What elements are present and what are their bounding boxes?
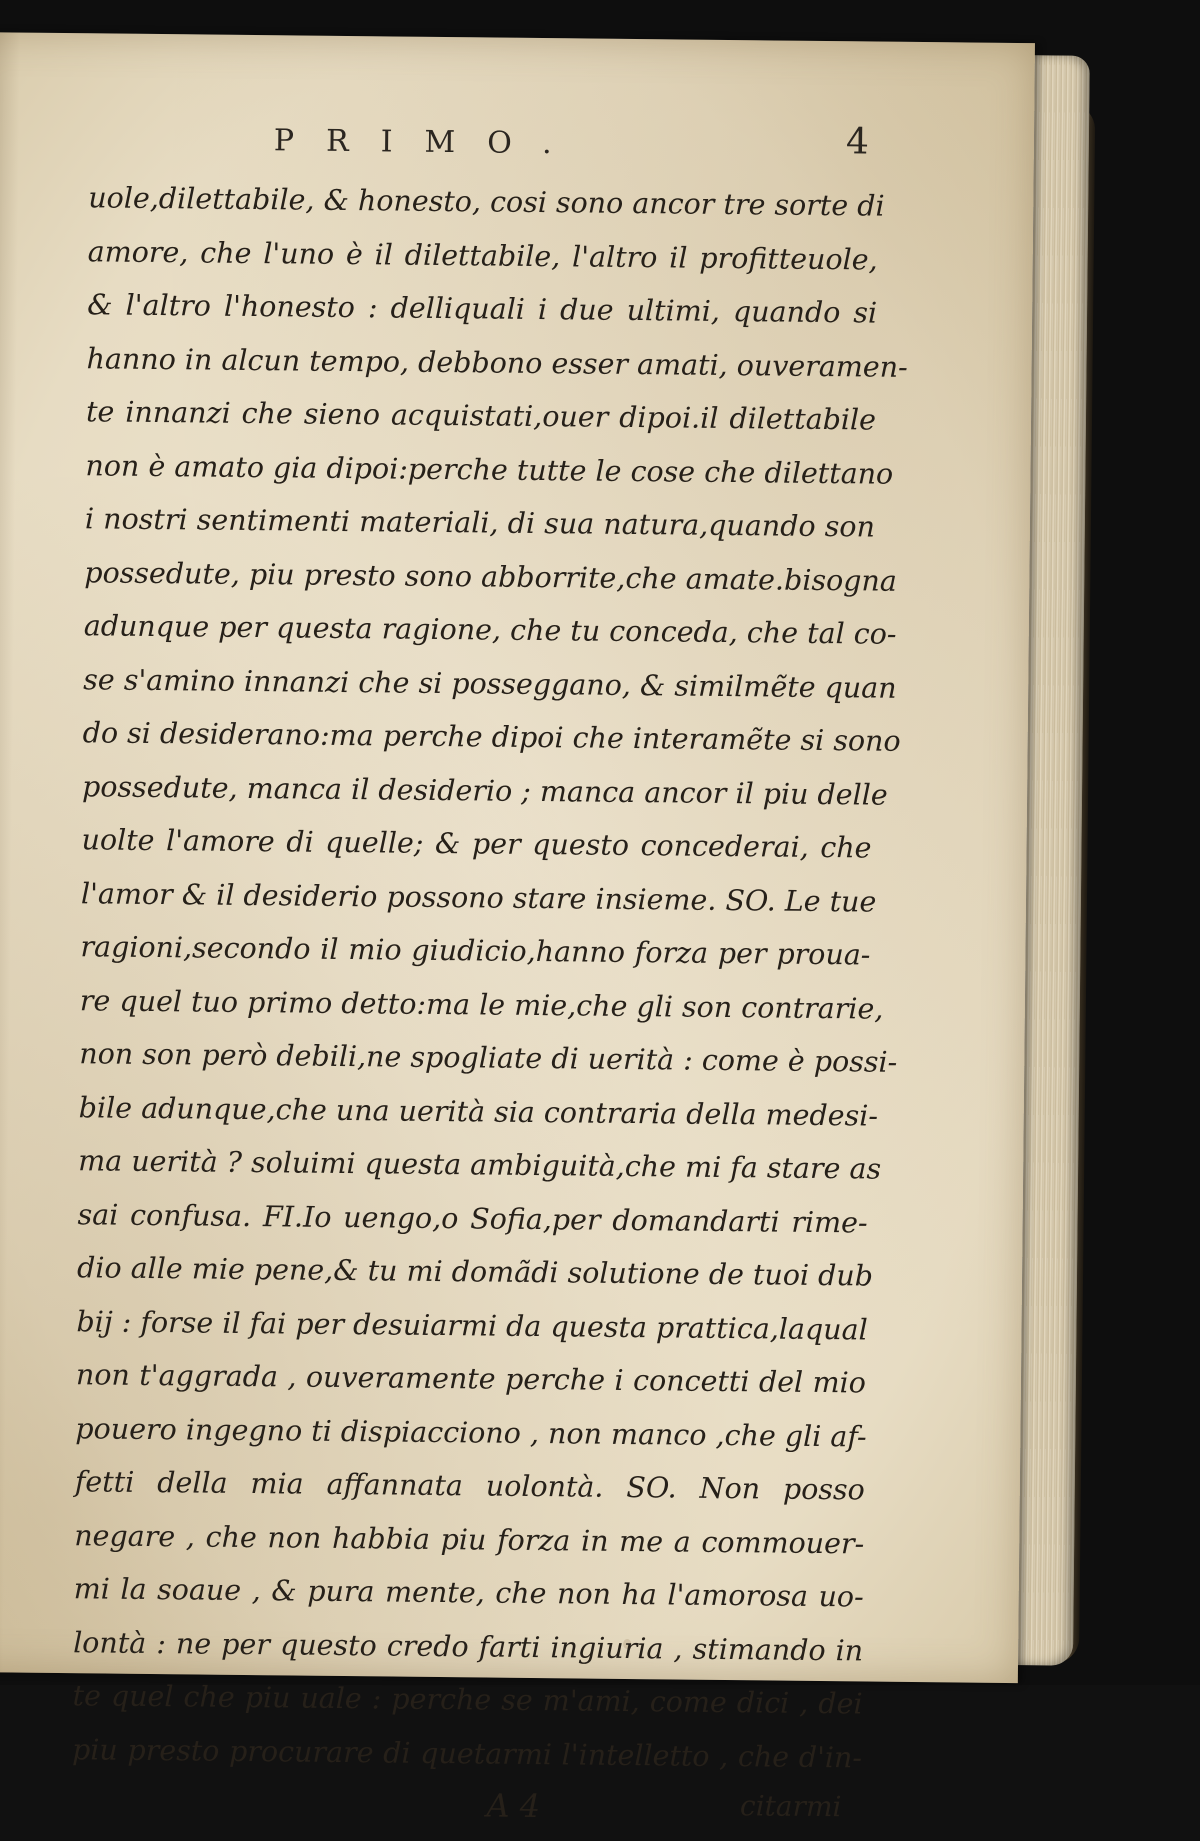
text-line: negare , che non habbia piu forza in me a commouer- [74, 1518, 865, 1560]
page-footer [71, 1776, 862, 1838]
body-text [71, 171, 908, 1784]
text-line: i nostri sentimenti materiali, di sua natura,quando son [84, 502, 876, 544]
text-line: ragioni,secondo il mio giudicio,hanno forza per proua- [80, 930, 871, 972]
text-line: possedute, piu presto sono abborrite,che amate.bisogna [84, 555, 897, 598]
text-line: l'amor & il desiderio possono stare insieme. SO. Le tue [80, 876, 877, 919]
text-line: non t'aggrada , ouveramente perche i concetti del mio [75, 1358, 867, 1400]
text-line: uole,dilettabile, & honesto, cosi sono ancor tre sorte di [88, 181, 885, 223]
text-line: mi la soaue , & pura mente, che non ha l'amorosa uo- [73, 1572, 864, 1614]
text-line: non è amato gia dipoi:perche tutte le cose che dilettano [85, 448, 894, 491]
text-line: pouero ingegno ti dispiacciono , non manco ,che gli af- [75, 1411, 867, 1453]
text-block [71, 113, 908, 1838]
text-line: & l'altro l'honesto : delliquali i due ultimi, quando si [87, 288, 878, 330]
page-number: 4 [845, 121, 870, 163]
text-line: lontà : ne per questo credo farti ingiuria , stimando in [73, 1625, 864, 1667]
text-line: non son però debili,ne spogliate di uerità : come è possi- [79, 1037, 898, 1079]
book-page [0, 32, 1035, 1826]
open-book [0, 32, 1120, 1826]
text-line: piu presto procurare di quetarmi l'intelletto , che d'in- [71, 1732, 863, 1774]
text-line: fetti della mia affannata uolontà. SO. Non posso [74, 1465, 865, 1507]
text-line: dio alle mie pene,& tu mi domãdi solutione de tuoi dub [76, 1251, 874, 1293]
catchword: citarmi [739, 1789, 842, 1824]
text-line: hanno in alcun tempo, debbono esser amati, ouveramen- [86, 341, 908, 384]
gutter-shadow [0, 32, 20, 1673]
text-line: bile adunque,che una uerità sia contraria della medesi- [78, 1090, 879, 1133]
text-line: te quel che piu uale : perche se m'ami, come dici , dei [72, 1679, 863, 1721]
text-line: sai confusa. FI.Io uengo,o Sofia,per domandarti rime- [77, 1197, 868, 1239]
text-line: adunque per questa ragione, che tu conceda, che tal co- [83, 609, 897, 651]
text-line: se s'amino innanzi che si posseggano, & similmẽte quan [83, 662, 897, 705]
text-line: uolte l'amore di quelle; & per questo concederai, che [81, 823, 872, 865]
text-line: re quel tuo primo detto:ma le mie,che gli son contrarie, [79, 983, 884, 1026]
text-line: te innanzi che sieno acquistati,ouer dipoi.il dilettabile [85, 395, 877, 437]
running-title: PRIMO. [273, 123, 584, 162]
text-line: ma uerità ? soluimi questa ambiguità,che mi fa stare as [78, 1144, 882, 1186]
signature-mark: A 4 [486, 1786, 541, 1826]
text-line: do si desiderano:ma perche dipoi che interamẽte si sono [82, 716, 901, 758]
text-line: bij : forse il fai per desuiarmi da questa prattica,laqual [76, 1304, 868, 1347]
text-line: amore, che l'uno è il dilettabile, l'altro il profitteuole, [87, 234, 878, 277]
running-head [89, 113, 880, 179]
text-line: possedute, manca il desiderio ; manca ancor il piu delle [81, 769, 888, 812]
